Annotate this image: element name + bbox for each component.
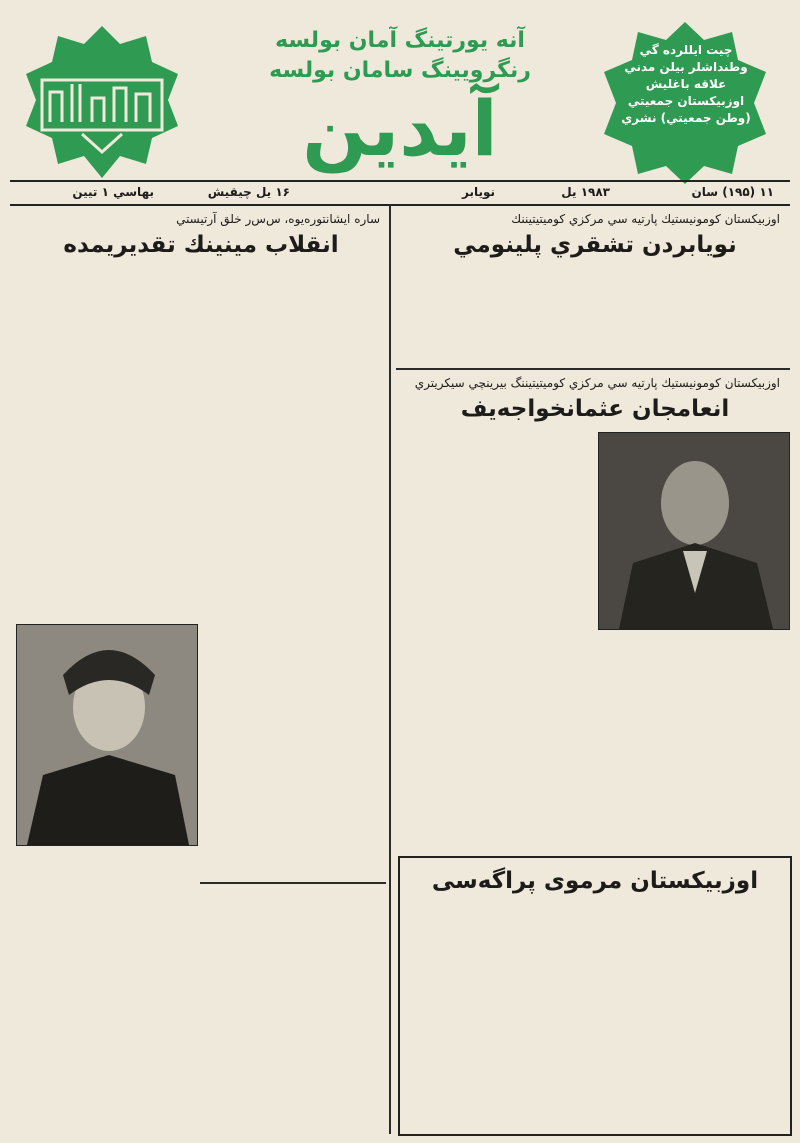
plenum-headline: نويابردن تشقري پلينومي [453,232,737,258]
issue-month: نويابر [461,185,495,199]
newspaper-title: آيدين [302,84,498,173]
first-secretary-header: اوزبيكستان كومونيستيك پارتيه سي مركزي كوميتيتيننگ بيرينچي سيكريتري [414,376,780,390]
republic-headline: اوزبيكستان مرموى پراگه‌سى [431,868,759,894]
right-emblem-text: چيت ايللرده گي وطنداشلر بيلن مدني علاقه باغليش اوزبيكستان جمعيتي (وطن جمعيتي) نشري [621,43,751,125]
article-headline: انقلاب مينينك تقديريمده [63,232,339,258]
dateline-bar [10,180,790,206]
years-of-publication: ۱۶ يل چيقيش [207,185,290,199]
issue-year: ۱۹۸۳ يل [561,185,610,199]
section-rule [396,368,790,370]
tagline-line-2: رنگرويينگ سامان بولسه [269,58,531,83]
issue-number: ۱۱ (۱۹۵) سان [691,185,774,199]
name-headline: انعامجان عثمانخواجه‌يف [460,396,730,422]
price: بهاسي ۱ تيين [72,185,154,199]
masthead [0,0,800,185]
republic-article-box [398,856,792,1136]
left-section-rule [200,882,386,884]
portrait-osmankhodzhaev [598,432,790,630]
tagline-line-1: آنه يورتينگ آمان بولسه [275,28,525,53]
party-header: اوزبيكستان كومونيستيك پارتيه سي مركزي كوميتيتيننك [511,212,780,226]
author-byline: ساره ايشانتوره‌يوه، س‌س‌ر خلق آرتيستي [176,212,380,226]
portrait-ishanturaeva [16,624,198,846]
left-emblem [22,22,182,182]
column-divider [389,204,391,1134]
